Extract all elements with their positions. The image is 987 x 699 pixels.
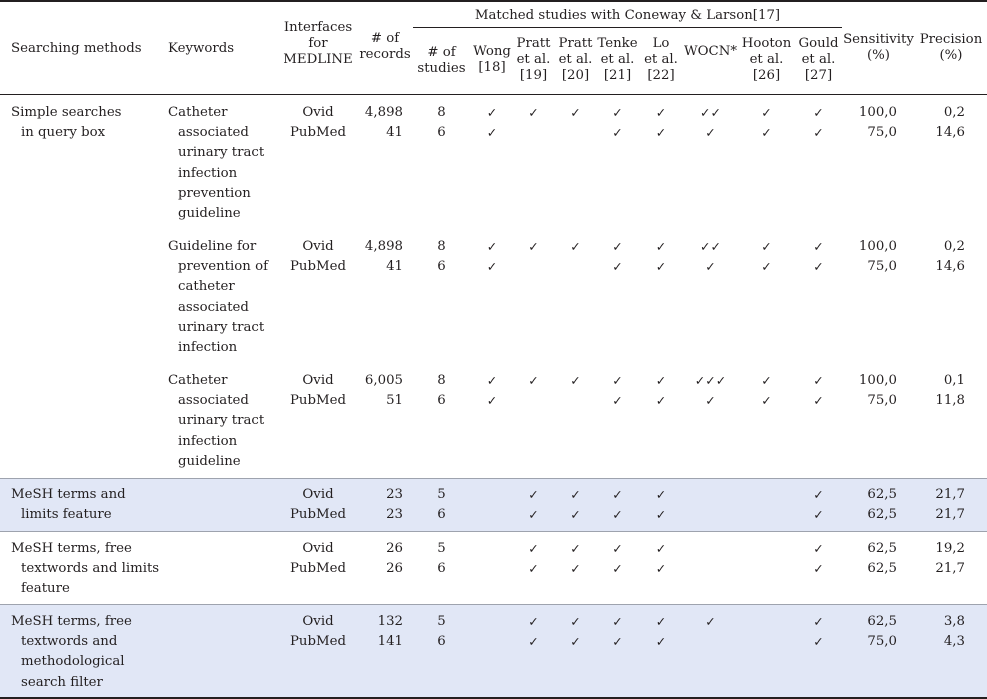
check-mark-icon: ✓ (528, 507, 539, 523)
check-mark-icon: ✓ (570, 487, 581, 502)
header-study (683, 44, 738, 60)
header-study-line: Tenke (597, 36, 638, 51)
sensitivity-cell: 62,5 (867, 614, 897, 629)
check-mark-icon: ✓ (655, 541, 667, 556)
records-cell: 41 (386, 259, 403, 275)
interface-cell: Ovid (302, 239, 334, 254)
check-mark-icon: ✓ (813, 561, 824, 577)
header-keywords: Keywords (168, 41, 235, 56)
check-mark-icon: ✓ (813, 239, 824, 254)
records-cell: 6,005 (364, 373, 403, 388)
records-cell: 4,898 (364, 239, 403, 254)
method-label: MeSH terms, free (11, 614, 132, 629)
keyword-label: infection (178, 165, 238, 181)
check-mark-icon: ✓ (486, 239, 498, 254)
check-mark-icon: ✓ (655, 105, 667, 120)
check-mark-icon: ✓ (612, 561, 623, 577)
header-study-line: et al. (644, 52, 678, 68)
header-study-line: [26] (752, 68, 781, 84)
header-matched-studies: Matched studies with Coneway & Larson[17] (474, 8, 781, 23)
interface-cell: PubMed (289, 259, 347, 275)
check-mark-icon: ✓ (655, 614, 667, 629)
check-mark-icon: ✓ (655, 487, 667, 502)
check-mark-icon: ✓ (655, 561, 667, 577)
method-label: methodological (21, 654, 125, 670)
header-searching-methods: Searching methods (11, 41, 142, 56)
interface-cell: PubMed (289, 561, 347, 577)
check-mark-icon: ✓ (813, 634, 824, 650)
check-mark-icon: ✓ (813, 259, 824, 275)
header-sensitivity-line: Sensitivity (843, 32, 914, 47)
header-interfaces-line: for (308, 36, 328, 52)
header-study-line: Hooton (741, 36, 792, 51)
check-mark-icon: ✓ (705, 614, 716, 629)
header-study (639, 36, 683, 85)
precision-cell: 19,2 (935, 541, 965, 556)
studies-cell: 6 (437, 259, 446, 275)
header-study-line: et al. (558, 52, 593, 68)
keyword-label: associated (178, 125, 249, 141)
check-mark-icon: ✓ (612, 393, 623, 409)
header-study-line: [27] (804, 68, 833, 84)
check-mark-icon: ✓ (612, 487, 623, 502)
sensitivity-cell: 100,0 (858, 105, 897, 120)
header-study (555, 36, 596, 85)
check-mark-icon: ✓ (761, 125, 772, 141)
method-label: search filter (21, 674, 103, 690)
check-mark-icon: ✓ (761, 259, 772, 275)
studies-cell: 8 (437, 239, 446, 254)
studies-cell: 6 (437, 561, 446, 577)
header-interfaces-line: Interfaces (283, 20, 353, 35)
header-study-line: et al. (600, 52, 635, 68)
studies-cell: 5 (437, 541, 446, 556)
method-label: MeSH terms and (11, 487, 126, 502)
header-study-line: et al. (749, 52, 784, 68)
check-mark-icon: ✓ (612, 239, 623, 254)
header-precision (915, 32, 987, 64)
keyword-label: Catheter (168, 105, 228, 120)
header-interfaces-line: MEDLINE (283, 52, 353, 68)
keyword-label: urinary tract (178, 319, 265, 335)
check-mark-icon: ✓ (655, 507, 667, 523)
check-mark-icon: ✓ (528, 634, 539, 650)
keyword-label: Catheter (168, 373, 228, 388)
keyword-label: guideline (178, 453, 241, 469)
header-study-line: [22] (647, 68, 675, 84)
check-mark-icon: ✓ (813, 541, 824, 556)
matched-group-rule (413, 27, 842, 28)
check-mark-icon: ✓ (570, 614, 581, 629)
check-mark-icon: ✓ (705, 259, 716, 275)
header-num-records (356, 31, 414, 63)
check-mark-icon: ✓ (761, 239, 772, 254)
header-study-line: WOCN* (683, 44, 738, 59)
header-precision-line: Precision (919, 32, 983, 47)
precision-cell: 3,8 (943, 614, 965, 629)
check-mark-icon: ✓ (612, 614, 623, 629)
header-num-studies (413, 45, 470, 77)
studies-cell: 8 (437, 105, 446, 120)
method-label: in query box (21, 125, 106, 141)
keyword-label: Guideline for (168, 239, 257, 254)
check-mark-icon: ✓ (528, 373, 539, 388)
group-separator (0, 478, 987, 479)
sensitivity-cell: 75,0 (867, 393, 897, 409)
check-mark-icon: ✓ (486, 393, 498, 409)
header-study-line: Lo (652, 36, 670, 51)
keyword-label: associated (178, 299, 249, 315)
keyword-label: infection (178, 433, 238, 449)
header-num-studies-line: # of (427, 45, 456, 60)
method-label: textwords and (21, 634, 118, 650)
check-mark-icon: ✓ (761, 105, 772, 120)
check-mark-icon: ✓ (570, 105, 581, 120)
method-label: feature (21, 581, 70, 597)
studies-cell: 6 (437, 507, 446, 523)
method-label: textwords and limits (21, 561, 160, 577)
records-cell: 132 (377, 614, 403, 629)
check-mark-icon: ✓ (813, 614, 824, 629)
sensitivity-cell: 75,0 (867, 125, 897, 141)
group-separator (0, 604, 987, 605)
sensitivity-cell: 75,0 (867, 634, 897, 650)
table-top-rule (0, 0, 987, 2)
method-label: MeSH terms, free (11, 541, 132, 556)
header-study-line: et al. (801, 52, 836, 68)
header-study-line: [19] (519, 68, 548, 84)
studies-cell: 6 (437, 634, 446, 650)
check-mark-icon: ✓ (813, 393, 824, 409)
interface-cell: PubMed (289, 125, 347, 141)
header-study (512, 36, 555, 85)
check-mark-icon: ✓ (612, 634, 623, 650)
check-mark-icon: ✓ (655, 259, 667, 275)
check-mark-icon: ✓ (570, 373, 581, 388)
interface-cell: Ovid (302, 105, 334, 120)
check-mark-icon: ✓ (655, 634, 667, 650)
keyword-label: infection (178, 340, 238, 355)
check-mark-icon: ✓ (570, 541, 581, 556)
check-mark-icon: ✓ (570, 561, 581, 577)
precision-cell: 4,3 (943, 634, 965, 650)
sensitivity-cell: 62,5 (867, 541, 897, 556)
interface-cell: Ovid (302, 541, 334, 556)
check-mark-icon: ✓ (486, 259, 498, 275)
precision-cell: 0,1 (943, 373, 965, 388)
sensitivity-cell: 100,0 (858, 239, 897, 254)
keyword-label: guideline (178, 206, 241, 221)
keyword-label: urinary tract (178, 413, 265, 429)
check-mark-icon: ✓✓ (700, 239, 721, 254)
header-study-line: Pratt (558, 36, 593, 51)
studies-cell: 8 (437, 373, 446, 388)
check-mark-icon: ✓ (813, 507, 824, 523)
check-mark-icon: ✓ (612, 125, 623, 141)
studies-cell: 5 (437, 487, 446, 502)
check-mark-icon: ✓ (655, 393, 667, 409)
sensitivity-cell: 62,5 (867, 507, 897, 523)
check-mark-icon: ✓✓✓ (694, 373, 727, 388)
check-mark-icon: ✓ (655, 373, 667, 388)
check-mark-icon: ✓ (612, 259, 623, 275)
keyword-label: prevention of (178, 259, 269, 275)
records-cell: 26 (386, 541, 403, 556)
check-mark-icon: ✓ (705, 125, 716, 141)
check-mark-icon: ✓ (655, 125, 667, 141)
keyword-label: urinary tract (178, 145, 265, 161)
header-rule (0, 94, 987, 95)
header-study-line: et al. (516, 52, 551, 68)
header-study-line: Pratt (516, 36, 551, 51)
check-mark-icon: ✓ (612, 105, 623, 120)
header-sensitivity (842, 32, 915, 64)
check-mark-icon: ✓ (612, 373, 623, 388)
interface-cell: PubMed (289, 634, 347, 650)
interface-cell: PubMed (289, 507, 347, 523)
check-mark-icon: ✓ (813, 487, 824, 502)
interface-cell: PubMed (289, 393, 347, 409)
check-mark-icon: ✓ (761, 373, 772, 388)
check-mark-icon: ✓ (528, 487, 539, 502)
check-mark-icon: ✓ (528, 105, 539, 120)
check-mark-icon: ✓ (486, 125, 498, 141)
method-label: limits feature (21, 507, 112, 523)
check-mark-icon: ✓ (705, 393, 716, 409)
header-num-records-line: # of (370, 31, 400, 46)
studies-cell: 5 (437, 614, 446, 629)
sensitivity-cell: 100,0 (858, 373, 897, 388)
header-study-line: Gould (798, 36, 839, 51)
check-mark-icon: ✓ (813, 373, 824, 388)
header-num-records-line: records (359, 47, 411, 63)
check-mark-icon: ✓ (486, 105, 498, 120)
sensitivity-cell: 62,5 (867, 487, 897, 502)
records-cell: 4,898 (364, 105, 403, 120)
records-cell: 141 (377, 634, 403, 650)
header-study-line: [20] (561, 68, 590, 84)
keyword-label: prevention (178, 185, 251, 201)
header-precision-line: (%) (939, 48, 963, 64)
header-study (795, 36, 842, 85)
check-mark-icon: ✓✓ (700, 105, 721, 120)
studies-cell: 6 (437, 125, 446, 141)
interface-cell: Ovid (302, 487, 334, 502)
records-cell: 23 (386, 507, 403, 523)
check-mark-icon: ✓ (486, 373, 498, 388)
keyword-label: catheter (178, 279, 235, 295)
header-study (472, 44, 512, 76)
header-study (596, 36, 639, 85)
records-cell: 41 (386, 125, 403, 141)
precision-cell: 14,6 (935, 259, 965, 275)
header-study-line: Wong (473, 44, 511, 59)
check-mark-icon: ✓ (813, 125, 824, 141)
check-mark-icon: ✓ (570, 634, 581, 650)
group-separator (0, 531, 987, 532)
method-label: Simple searches (11, 105, 122, 120)
records-cell: 23 (386, 487, 403, 502)
precision-cell: 21,7 (935, 561, 965, 577)
interface-cell: Ovid (302, 373, 334, 388)
check-mark-icon: ✓ (655, 239, 667, 254)
precision-cell: 11,8 (935, 393, 965, 409)
check-mark-icon: ✓ (528, 561, 539, 577)
precision-cell: 21,7 (935, 487, 965, 502)
interface-cell: Ovid (302, 614, 334, 629)
precision-cell: 0,2 (943, 239, 965, 254)
keyword-label: associated (178, 393, 249, 409)
sensitivity-cell: 75,0 (867, 259, 897, 275)
records-cell: 26 (386, 561, 403, 577)
precision-cell: 0,2 (943, 105, 965, 120)
check-mark-icon: ✓ (570, 507, 581, 523)
header-study (738, 36, 795, 85)
check-mark-icon: ✓ (813, 105, 824, 120)
header-study-line: [18] (478, 60, 506, 76)
header-interfaces (278, 20, 358, 69)
header-num-studies-line: studies (417, 61, 466, 77)
sensitivity-cell: 62,5 (867, 561, 897, 577)
header-sensitivity-line: (%) (866, 48, 890, 64)
check-mark-icon: ✓ (570, 239, 581, 254)
precision-cell: 21,7 (935, 507, 965, 523)
precision-cell: 14,6 (935, 125, 965, 141)
studies-cell: 6 (437, 393, 446, 409)
check-mark-icon: ✓ (528, 614, 539, 629)
check-mark-icon: ✓ (528, 541, 539, 556)
check-mark-icon: ✓ (761, 393, 772, 409)
header-study-line: [21] (603, 68, 632, 84)
check-mark-icon: ✓ (612, 541, 623, 556)
check-mark-icon: ✓ (612, 507, 623, 523)
records-cell: 51 (386, 393, 403, 409)
check-mark-icon: ✓ (528, 239, 539, 254)
